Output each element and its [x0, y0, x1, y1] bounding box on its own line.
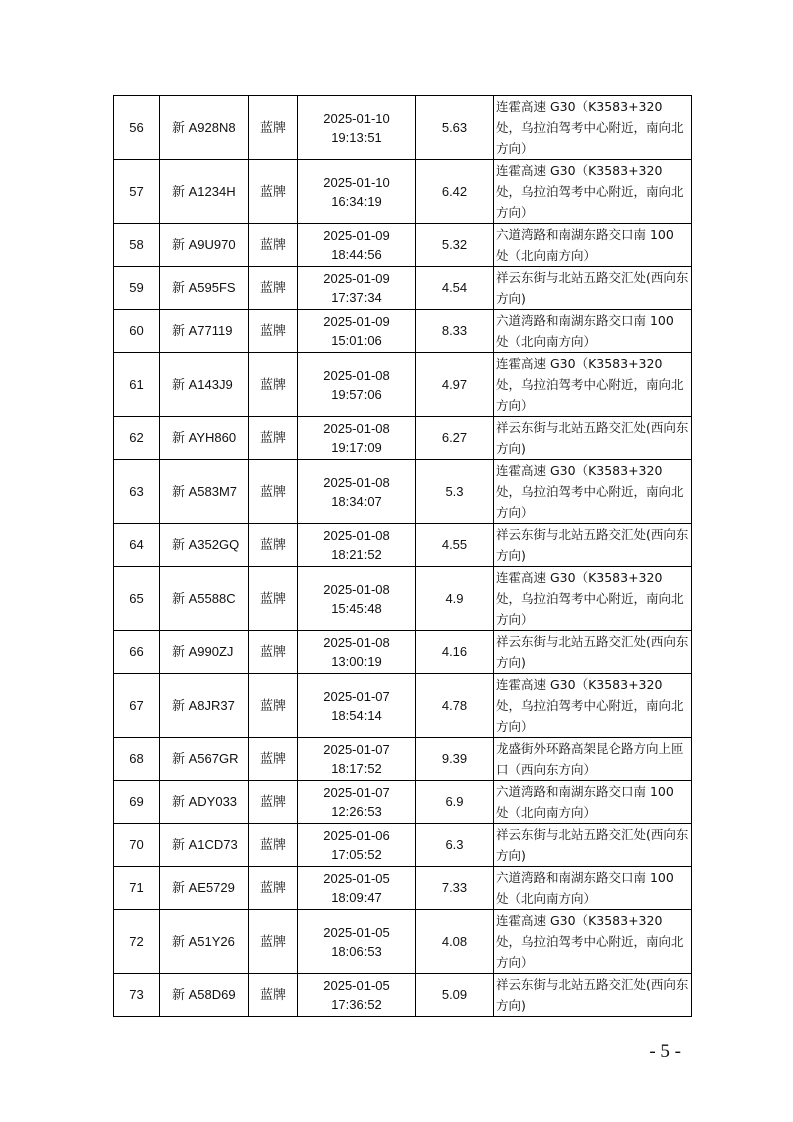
plate-number-cell: 新 AYH860 [160, 417, 249, 460]
timestamp-cell [298, 738, 416, 781]
location-cell: 连霍高速 G30（K3583+320 处，乌拉泊驾考中心附近，南向北方向） [494, 160, 692, 224]
value-cell: 4.97 [416, 353, 494, 417]
timestamp-time: 12:26:53 [331, 804, 382, 819]
row-number-cell: 58 [114, 224, 160, 267]
row-number-cell: 65 [114, 567, 160, 631]
timestamp-time: 19:17:09 [331, 440, 382, 455]
page-number: - 5 - [649, 1041, 681, 1062]
timestamp-date: 2025-01-07 [323, 785, 390, 800]
timestamp-date: 2025-01-07 [323, 688, 390, 704]
plate-number-cell: 新 A77119 [160, 310, 249, 353]
table-row [114, 460, 692, 524]
row-number-cell: 66 [114, 631, 160, 674]
timestamp-cell [298, 310, 416, 353]
plate-type-cell: 蓝牌 [249, 631, 298, 674]
timestamp-date: 2025-01-08 [323, 581, 390, 597]
location-cell: 连霍高速 G30（K3583+320 处，乌拉泊驾考中心附近，南向北方向） [494, 460, 692, 524]
value-cell: 7.33 [416, 867, 494, 910]
location-cell: 连霍高速 G30（K3583+320 处，乌拉泊驾考中心附近，南向北方向） [494, 567, 692, 631]
plate-type-cell: 蓝牌 [249, 974, 298, 1017]
timestamp-cell [298, 781, 416, 824]
plate-number-cell: 新 A143J9 [160, 353, 249, 417]
value-cell: 4.78 [416, 674, 494, 738]
records-table-body [114, 96, 692, 1017]
table-row [114, 910, 692, 974]
table-row [114, 353, 692, 417]
table-row [114, 824, 692, 867]
timestamp-time: 15:45:48 [331, 600, 382, 616]
location-cell: 祥云东街与北站五路交汇处(西向东方向) [494, 267, 692, 310]
plate-number-cell: 新 ADY033 [160, 781, 249, 824]
location-cell: 龙盛街外环路高架昆仑路方向上匝口（西向东方向） [494, 738, 692, 781]
timestamp-cell [298, 674, 416, 738]
value-cell: 9.39 [416, 738, 494, 781]
value-cell: 6.9 [416, 781, 494, 824]
plate-type-cell: 蓝牌 [249, 781, 298, 824]
row-number-cell: 69 [114, 781, 160, 824]
plate-number-cell: 新 A567GR [160, 738, 249, 781]
value-cell: 4.54 [416, 267, 494, 310]
plate-type-cell: 蓝牌 [249, 160, 298, 224]
table-row [114, 310, 692, 353]
plate-number-cell: 新 A990ZJ [160, 631, 249, 674]
timestamp-cell [298, 460, 416, 524]
table-row [114, 867, 692, 910]
timestamp-time: 13:00:19 [331, 654, 382, 669]
timestamp-time: 17:05:52 [331, 847, 382, 862]
plate-type-cell: 蓝牌 [249, 824, 298, 867]
timestamp-cell [298, 267, 416, 310]
row-number-cell: 67 [114, 674, 160, 738]
plate-number-cell: 新 A928N8 [160, 96, 249, 160]
timestamp-cell [298, 524, 416, 567]
plate-type-cell: 蓝牌 [249, 674, 298, 738]
table-row [114, 160, 692, 224]
timestamp-date: 2025-01-05 [323, 978, 390, 993]
value-cell: 6.27 [416, 417, 494, 460]
row-number-cell: 71 [114, 867, 160, 910]
timestamp-cell [298, 224, 416, 267]
plate-type-cell: 蓝牌 [249, 460, 298, 524]
table-row [114, 267, 692, 310]
table-row [114, 781, 692, 824]
timestamp-time: 18:17:52 [331, 761, 382, 776]
row-number-cell: 73 [114, 974, 160, 1017]
plate-number-cell: 新 A51Y26 [160, 910, 249, 974]
value-cell: 5.32 [416, 224, 494, 267]
value-cell: 4.9 [416, 567, 494, 631]
plate-number-cell: 新 A58D69 [160, 974, 249, 1017]
row-number-cell: 68 [114, 738, 160, 781]
table-row [114, 631, 692, 674]
value-cell: 5.3 [416, 460, 494, 524]
timestamp-date: 2025-01-08 [323, 367, 390, 383]
plate-number-cell: 新 A352GQ [160, 524, 249, 567]
location-cell: 连霍高速 G30（K3583+320 处，乌拉泊驾考中心附近，南向北方向） [494, 674, 692, 738]
plate-number-cell: 新 A9U970 [160, 224, 249, 267]
plate-type-cell: 蓝牌 [249, 867, 298, 910]
plate-number-cell: 新 AE5729 [160, 867, 249, 910]
location-cell: 六道湾路和南湖东路交口南 100 处（北向南方向） [494, 224, 692, 267]
row-number-cell: 59 [114, 267, 160, 310]
value-cell: 5.63 [416, 96, 494, 160]
row-number-cell: 61 [114, 353, 160, 417]
table-row [114, 224, 692, 267]
location-cell: 连霍高速 G30（K3583+320 处，乌拉泊驾考中心附近，南向北方向） [494, 96, 692, 160]
timestamp-cell [298, 96, 416, 160]
timestamp-cell [298, 867, 416, 910]
table-row [114, 417, 692, 460]
plate-type-cell: 蓝牌 [249, 267, 298, 310]
timestamp-time: 18:34:07 [331, 493, 382, 509]
plate-number-cell: 新 A1234H [160, 160, 249, 224]
timestamp-date: 2025-01-07 [323, 742, 390, 757]
location-cell: 祥云东街与北站五路交汇处(西向东方向) [494, 417, 692, 460]
timestamp-time: 18:54:14 [331, 707, 382, 723]
table-row [114, 974, 692, 1017]
plate-type-cell: 蓝牌 [249, 96, 298, 160]
plate-type-cell: 蓝牌 [249, 567, 298, 631]
timestamp-cell [298, 974, 416, 1017]
value-cell: 6.3 [416, 824, 494, 867]
row-number-cell: 72 [114, 910, 160, 974]
plate-number-cell: 新 A583M7 [160, 460, 249, 524]
plate-number-cell: 新 A8JR37 [160, 674, 249, 738]
table-row [114, 738, 692, 781]
row-number-cell: 56 [114, 96, 160, 160]
plate-number-cell: 新 A5588C [160, 567, 249, 631]
records-table [113, 95, 692, 1017]
timestamp-time: 18:44:56 [331, 247, 382, 262]
timestamp-cell [298, 910, 416, 974]
timestamp-date: 2025-01-08 [323, 474, 390, 490]
row-number-cell: 64 [114, 524, 160, 567]
timestamp-date: 2025-01-06 [323, 828, 390, 843]
timestamp-date: 2025-01-08 [323, 635, 390, 650]
location-cell: 祥云东街与北站五路交汇处(西向东方向) [494, 524, 692, 567]
value-cell: 6.42 [416, 160, 494, 224]
location-cell: 连霍高速 G30（K3583+320 处，乌拉泊驾考中心附近，南向北方向） [494, 910, 692, 974]
location-cell: 连霍高速 G30（K3583+320 处，乌拉泊驾考中心附近，南向北方向） [494, 353, 692, 417]
timestamp-date: 2025-01-09 [323, 314, 390, 329]
table-row [114, 96, 692, 160]
plate-number-cell: 新 A595FS [160, 267, 249, 310]
plate-type-cell: 蓝牌 [249, 417, 298, 460]
location-cell: 六道湾路和南湖东路交口南 100 处（北向南方向） [494, 781, 692, 824]
timestamp-date: 2025-01-05 [323, 924, 390, 940]
timestamp-time: 18:09:47 [331, 890, 382, 905]
location-cell: 祥云东街与北站五路交汇处(西向东方向) [494, 631, 692, 674]
plate-type-cell: 蓝牌 [249, 310, 298, 353]
table-row [114, 567, 692, 631]
value-cell: 8.33 [416, 310, 494, 353]
row-number-cell: 70 [114, 824, 160, 867]
timestamp-cell [298, 567, 416, 631]
plate-type-cell: 蓝牌 [249, 738, 298, 781]
timestamp-cell [298, 631, 416, 674]
timestamp-time: 18:21:52 [331, 547, 382, 562]
timestamp-date: 2025-01-09 [323, 271, 390, 286]
location-cell: 祥云东街与北站五路交汇处(西向东方向) [494, 824, 692, 867]
timestamp-cell [298, 824, 416, 867]
timestamp-date: 2025-01-09 [323, 228, 390, 243]
timestamp-time: 17:36:52 [331, 997, 382, 1012]
value-cell: 5.09 [416, 974, 494, 1017]
row-number-cell: 57 [114, 160, 160, 224]
timestamp-time: 19:13:51 [331, 129, 382, 145]
timestamp-cell [298, 417, 416, 460]
value-cell: 4.08 [416, 910, 494, 974]
timestamp-date: 2025-01-08 [323, 421, 390, 436]
location-cell: 祥云东街与北站五路交汇处(西向东方向) [494, 974, 692, 1017]
timestamp-time: 18:06:53 [331, 943, 382, 959]
location-cell: 六道湾路和南湖东路交口南 100 处（北向南方向） [494, 867, 692, 910]
timestamp-date: 2025-01-08 [323, 528, 390, 543]
timestamp-date: 2025-01-05 [323, 871, 390, 886]
row-number-cell: 63 [114, 460, 160, 524]
timestamp-time: 15:01:06 [331, 333, 382, 348]
plate-type-cell: 蓝牌 [249, 910, 298, 974]
timestamp-time: 16:34:19 [331, 193, 382, 209]
timestamp-date: 2025-01-10 [323, 174, 390, 190]
plate-number-cell: 新 A1CD73 [160, 824, 249, 867]
value-cell: 4.55 [416, 524, 494, 567]
value-cell: 4.16 [416, 631, 494, 674]
row-number-cell: 60 [114, 310, 160, 353]
table-row [114, 524, 692, 567]
location-cell: 六道湾路和南湖东路交口南 100 处（北向南方向） [494, 310, 692, 353]
plate-type-cell: 蓝牌 [249, 353, 298, 417]
timestamp-date: 2025-01-10 [323, 110, 390, 126]
timestamp-cell [298, 353, 416, 417]
row-number-cell: 62 [114, 417, 160, 460]
plate-type-cell: 蓝牌 [249, 524, 298, 567]
timestamp-cell [298, 160, 416, 224]
timestamp-time: 17:37:34 [331, 290, 382, 305]
plate-type-cell: 蓝牌 [249, 224, 298, 267]
timestamp-time: 19:57:06 [331, 386, 382, 402]
table-row [114, 674, 692, 738]
